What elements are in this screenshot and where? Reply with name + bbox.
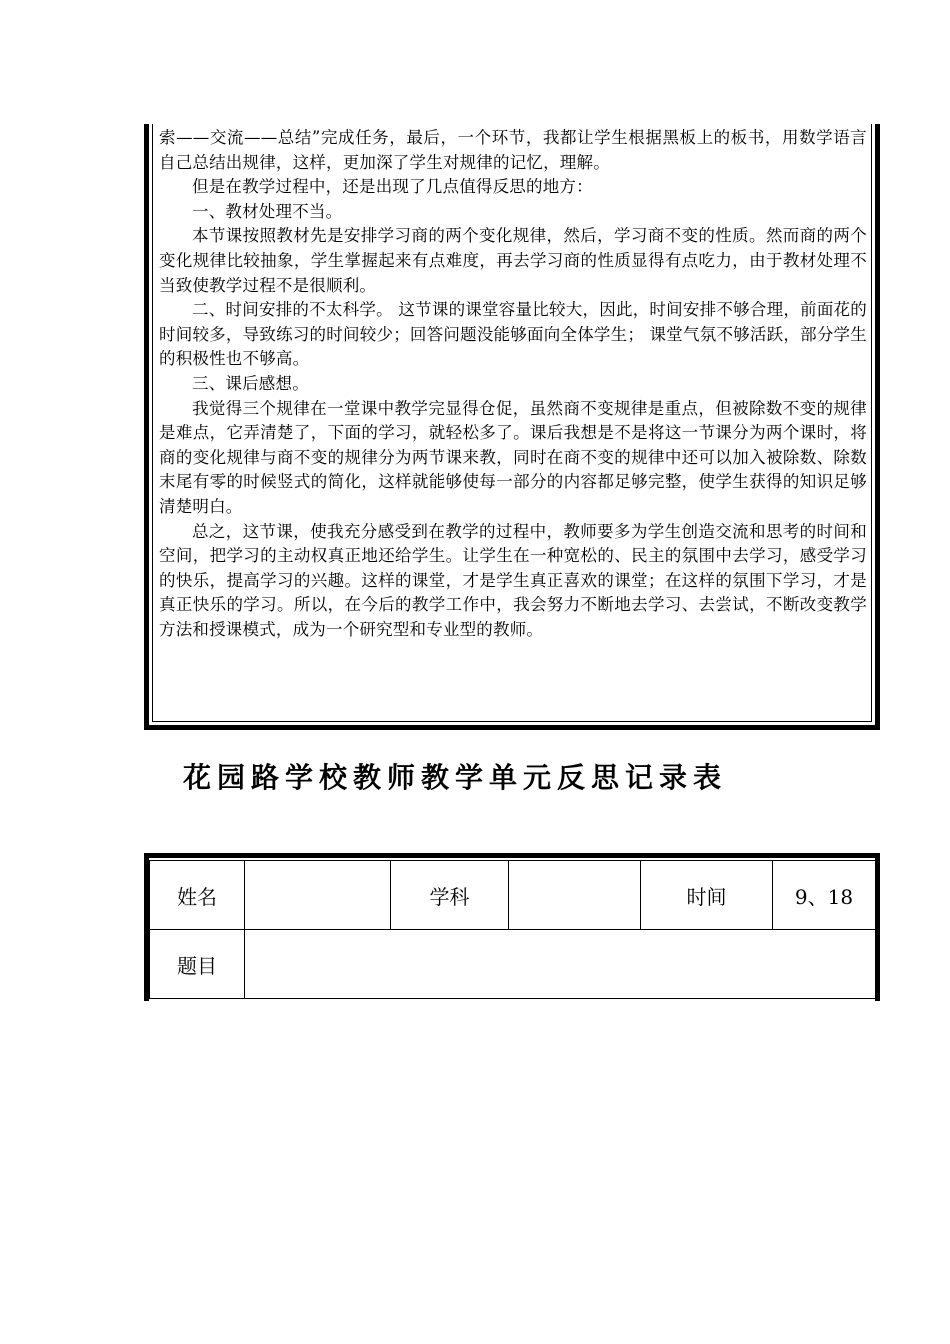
reflection-paragraph: 二、时间安排的不太科学。 这节课的课堂容量比较大，因此，时间安排不够合理，前面花的时间较多，导致练习的时间较少；回答问题没能够面向全体学生； 课堂气氛不够活跃，部分学生的积极性也不够高。 bbox=[159, 300, 867, 369]
topic-field[interactable] bbox=[245, 930, 876, 999]
reflection-paragraph: 索——交流——总结”完成任务，最后，一个环节，我都让学生根据黑板上的板书，用数学语言自己总结出规律，这样，更加深了学生对规律的记忆，理解。 bbox=[159, 128, 867, 172]
reflection-paragraph: 我觉得三个规律在一堂课中教学完显得仓促，虽然商不变规律是重点，但被除数不变的规律是难点，它弄清楚了，下面的学习，就轻松多了。课后我想是不是将这一节课分为两个课时，将商的变化规律与商不变的规律分为两节课来教，同时在商不变的规律中还可以加入被除数、除数末尾有零的时候竖式的简化，这样就能够使每一部分的内容都足够完整，使学生获得的知识足够清楚明白。 bbox=[159, 398, 867, 516]
reflection-paragraph: 本节课按照教材先是安排学习商的两个变化规律，然后，学习商不变的性质。然而商的两个变化规律比较抽象，学生掌握起来有点难度，再去学习商的性质显得有点吃力，由于教材处理不当致使教学过程不是很顺利。 bbox=[159, 226, 867, 295]
reflection-paragraph: 但是在教学过程中，还是出现了几点值得反思的地方： bbox=[192, 177, 593, 197]
table-row bbox=[150, 930, 876, 999]
reflection-heading: 三、课后感想。 bbox=[192, 373, 309, 393]
form-title: 花园路学校教师教学单元反思记录表 bbox=[182, 761, 727, 794]
topic-label: 题目 bbox=[150, 930, 245, 999]
reflection-box bbox=[144, 124, 880, 730]
table-row bbox=[150, 861, 876, 930]
name-field[interactable] bbox=[245, 861, 391, 930]
time-field[interactable]: 9、18 bbox=[773, 861, 876, 930]
record-table bbox=[149, 860, 876, 999]
record-table-frame bbox=[144, 853, 880, 1001]
name-label: 姓名 bbox=[150, 861, 245, 930]
box-inner-border bbox=[871, 124, 872, 722]
reflection-paragraph: 总之，这节课，使我充分感受到在教学的过程中，教师要多为学生创造交流和思考的时间和空间，把学习的主动权真正地还给学生。让学生在一种宽松的、民主的氛围中去学习，感受学习的快乐，提高学习的兴趣。这样的课堂，才是学生真正喜欢的课堂；在这样的氛围下学习，才是真正快乐的学习。所以，在今后的教学工作中，我会努力不断地去学习、去尝试，不断改变教学方法和授课模式，成为一个研究型和专业型的教师。 bbox=[159, 521, 867, 639]
time-label: 时间 bbox=[641, 861, 773, 930]
reflection-heading: 一、教材处理不当。 bbox=[192, 201, 343, 221]
reflection-text bbox=[159, 126, 867, 642]
subject-label: 学科 bbox=[391, 861, 509, 930]
subject-field[interactable] bbox=[509, 861, 641, 930]
